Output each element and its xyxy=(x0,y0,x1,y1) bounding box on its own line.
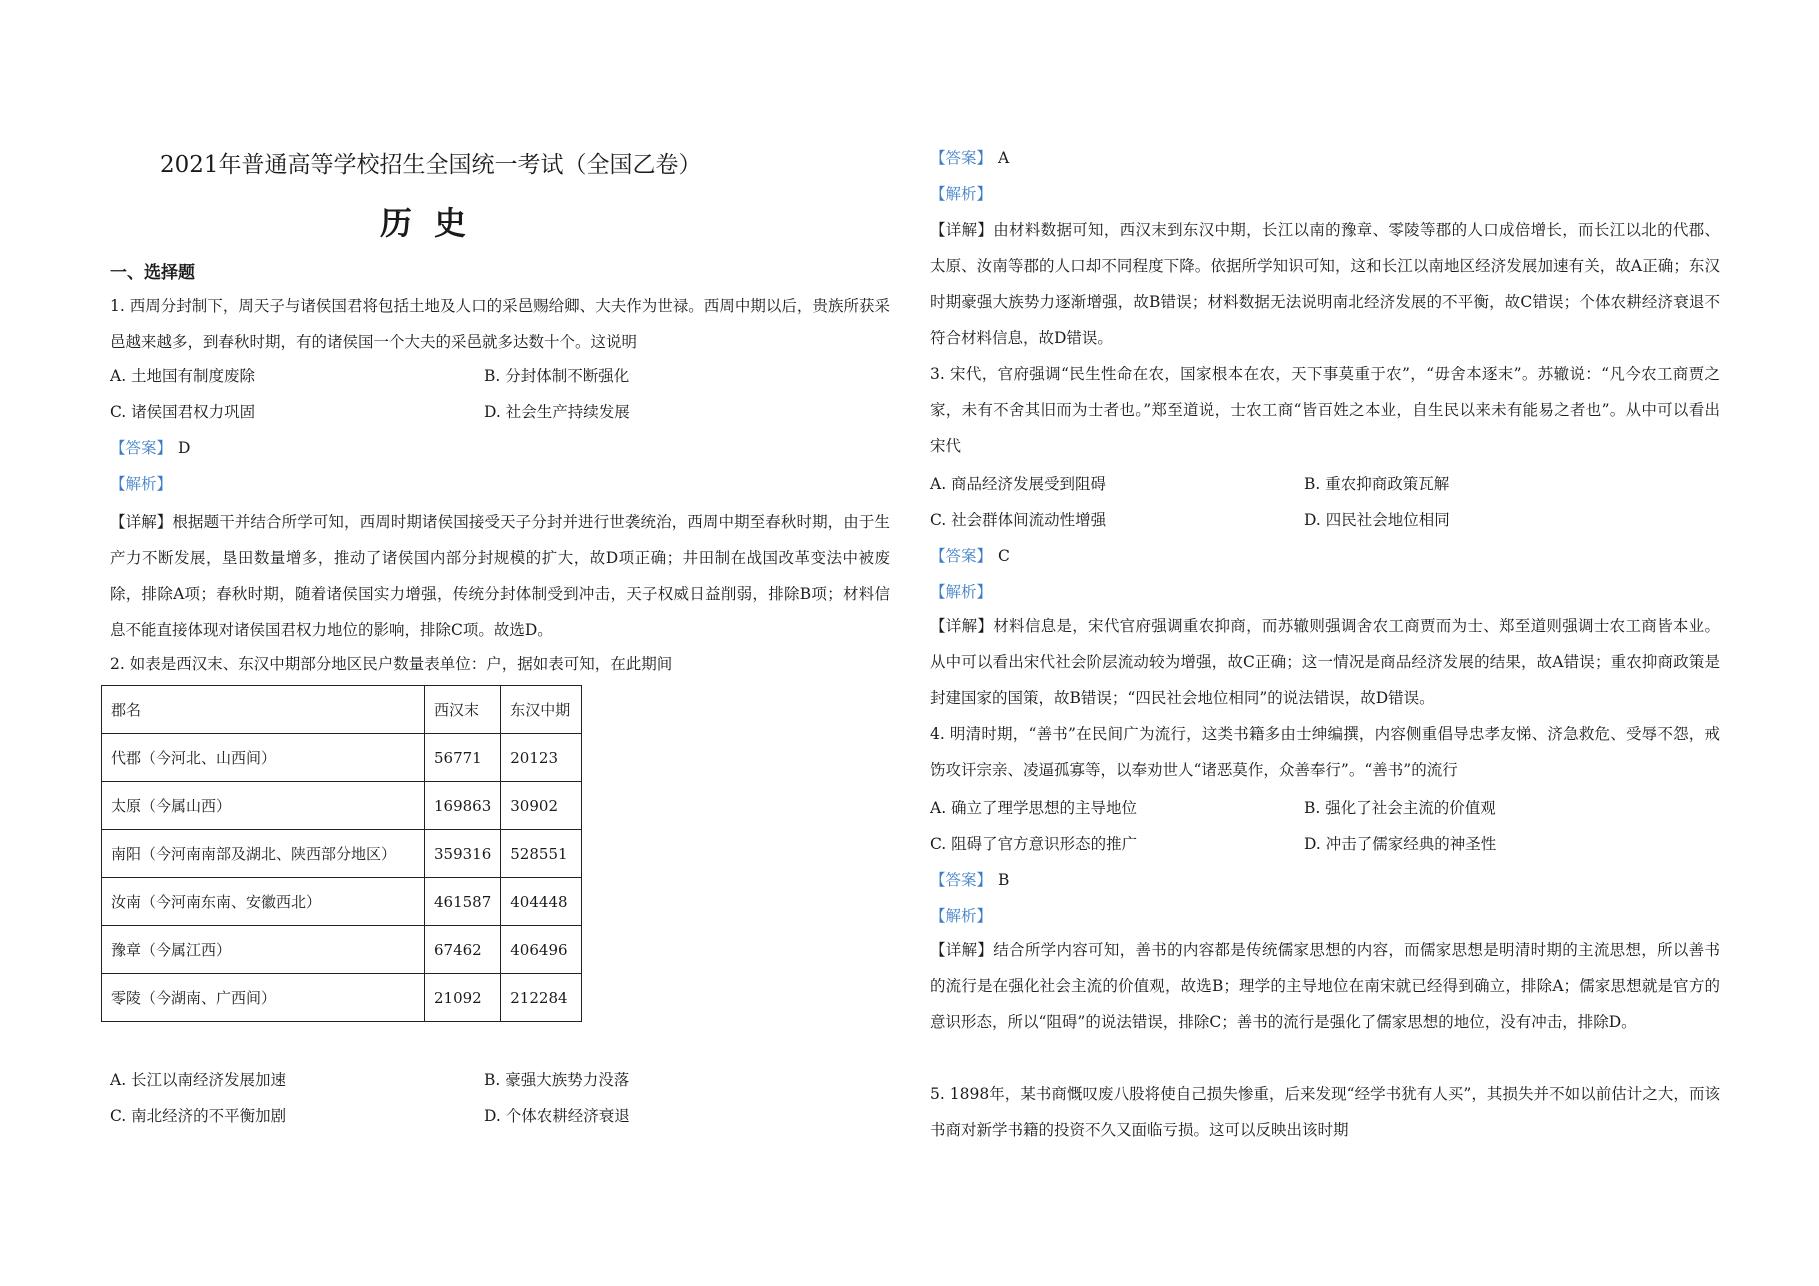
question-1-detail: 【详解】根据题干并结合所学可知，西周时期诸侯国接受天子分封并进行世袭统治，西周中期至春秋时期，由于生产力不断发展，垦田数量增多，推动了诸侯国内部分封规模的扩大，故D项正确；井田制在战国改革变法中被废除，排除A项；春秋时期，随着诸侯国实力增强，传统分封体制受到冲击，天子权威日益削弱，排除B项；材料信息不能直接体现对诸侯国君权力地位的影响，排除C项。故选D。 xyxy=(110,513,890,639)
question-3-options-row-2 xyxy=(930,508,1720,530)
exam-title: 2021年普通高等学校招生全国统一考试（全国乙卷） xyxy=(160,152,702,178)
question-2-detail: 【详解】由材料数据可知，西汉末到东汉中期，长江以南的豫章、零陵等郡的人口成倍增长，而长江以北的代郡、太原、汝南等郡的人口却不同程度下降。依据所学知识可知，这和长江以南地区经济发展加速有关，故A正确；东汉时期豪强大族势力逐渐增强，故B错误；材料数据无法说明南北经济发展的不平衡，故C错误；个体农耕经济衰退不符合材料信息，故D错误。 xyxy=(930,221,1720,347)
table-row xyxy=(102,878,582,926)
answer-label: 【答案】 xyxy=(930,871,993,889)
table-cell: 汝南（今河南东南、安徽西北） xyxy=(102,878,425,926)
question-1-option-c: C. 诸侯国君权力巩固 xyxy=(110,403,256,421)
answer-value: D xyxy=(178,439,191,457)
question-4-analysis-label: 【解析】 xyxy=(930,907,993,925)
table-cell: 30902 xyxy=(501,782,582,830)
answer-label: 【答案】 xyxy=(110,439,173,457)
table-cell: 56771 xyxy=(425,734,501,782)
table-row xyxy=(102,830,582,878)
table-header-cell: 东汉中期 xyxy=(501,686,582,734)
question-3-analysis-label: 【解析】 xyxy=(930,583,993,601)
table-cell: 20123 xyxy=(501,734,582,782)
table-cell: 豫章（今属江西） xyxy=(102,926,425,974)
table-row xyxy=(102,974,582,1022)
question-2-option-c: C. 南北经济的不平衡加剧 xyxy=(110,1107,287,1125)
answer-label: 【答案】 xyxy=(930,547,993,565)
question-3-detail: 【详解】材料信息是，宋代官府强调重农抑商，而苏辙则强调舍农工商贾而为士、郑至道则强调士农工商皆本业。从中可以看出宋代社会阶层流动较为增强，故C正确；这一情况是商品经济发展的结果，故A错误；重农抑商政策是封建国家的国策，故B错误；“四民社会地位相同”的说法错误，故D错误。 xyxy=(930,617,1720,707)
question-1-answer xyxy=(110,436,190,458)
question-3-option-b: B. 重农抑商政策瓦解 xyxy=(1304,475,1450,493)
question-4-detail: 【详解】结合所学内容可知，善书的内容都是传统儒家思想的内容，而儒家思想是明清时期的主流思想，所以善书的流行是在强化社会主流的价值观，故选B；理学的主导地位在南宋就已经得到确立，排除A；儒家思想就是官方的意识形态，所以“阻碍”的说法错误，排除C；善书的流行是强化了儒家思想的地位，没有冲击，排除D。 xyxy=(930,941,1720,1031)
question-2-analysis-label: 【解析】 xyxy=(930,185,993,203)
table-cell: 359316 xyxy=(425,830,501,878)
table-header-cell: 郡名 xyxy=(102,686,425,734)
table-cell: 169863 xyxy=(425,782,501,830)
question-2-answer xyxy=(930,146,1009,168)
question-4-stem: 4. 明清时期，“善书”在民间广为流行，这类书籍多由士绅编撰，内容侧重倡导忠孝友悌、济急救危、受辱不怨，戒饬攻讦宗亲、凌逼孤寡等，以奉劝世人“诸恶莫作，众善奉行”。“善书”的流行 xyxy=(930,725,1720,779)
question-3-options-row-1 xyxy=(930,472,1720,494)
question-1-options-row-2 xyxy=(110,400,890,422)
question-4-option-b: B. 强化了社会主流的价值观 xyxy=(1304,799,1496,817)
question-3-option-c: C. 社会群体间流动性增强 xyxy=(930,511,1107,529)
question-4-options-row-1 xyxy=(930,796,1720,818)
table-header-row xyxy=(102,686,582,734)
question-2-option-d: D. 个体农耕经济衰退 xyxy=(484,1107,630,1125)
table-row xyxy=(102,926,582,974)
question-1-option-d: D. 社会生产持续发展 xyxy=(484,403,630,421)
table-cell: 太原（今属山西） xyxy=(102,782,425,830)
table-cell: 404448 xyxy=(501,878,582,926)
question-2-option-a: A. 长江以南经济发展加速 xyxy=(110,1071,287,1089)
question-2-stem: 2. 如表是西汉末、东汉中期部分地区民户数量表单位：户，据如表可知，在此期间 xyxy=(110,655,673,673)
table-cell: 零陵（今湖南、广西间） xyxy=(102,974,425,1022)
answer-value: C xyxy=(998,547,1010,565)
question-1-option-b: B. 分封体制不断强化 xyxy=(484,367,630,385)
question-2-options-row-1 xyxy=(110,1068,890,1090)
question-3-stem: 3. 宋代，官府强调“民生性命在农，国家根本在农，天下事莫重于农”，“毋舍本逐末”。苏辙说：“凡今农工商贾之家，未有不舍其旧而为士者也。”郑至道说，士农工商“皆百姓之本业，自生民以来未有能易之者也”。从中可以看出宋代 xyxy=(930,365,1720,455)
question-3-answer xyxy=(930,544,1010,566)
table-cell: 461587 xyxy=(425,878,501,926)
table-cell: 67462 xyxy=(425,926,501,974)
table-cell: 212284 xyxy=(501,974,582,1022)
answer-value: B xyxy=(998,871,1010,889)
question-1-option-a: A. 土地国有制度废除 xyxy=(110,367,256,385)
table-header-cell: 西汉末 xyxy=(425,686,501,734)
question-3-option-d: D. 四民社会地位相同 xyxy=(1304,511,1450,529)
table-row xyxy=(102,782,582,830)
table-cell: 406496 xyxy=(501,926,582,974)
table-cell: 528551 xyxy=(501,830,582,878)
table-cell: 南阳（今河南南部及湖北、陕西部分地区） xyxy=(102,830,425,878)
table-row xyxy=(102,734,582,782)
question-4-option-c: C. 阻碍了官方意识形态的推广 xyxy=(930,835,1138,853)
table-cell: 代郡（今河北、山西间） xyxy=(102,734,425,782)
question-3-option-a: A. 商品经济发展受到阻碍 xyxy=(930,475,1107,493)
question-4-option-a: A. 确立了理学思想的主导地位 xyxy=(930,799,1138,817)
question-5-stem: 5. 1898年，某书商慨叹废八股将使自己损失惨重，后来发现“经学书犹有人买”，其损失并不如以前估计之大，而该书商对新学书籍的投资不久又面临亏损。这可以反映出该时期 xyxy=(930,1085,1720,1139)
question-2-options-row-2 xyxy=(110,1104,890,1126)
answer-value: A xyxy=(998,149,1010,167)
question-2-option-b: B. 豪强大族势力没落 xyxy=(484,1071,630,1089)
answer-label: 【答案】 xyxy=(930,149,993,167)
question-1-options-row-1 xyxy=(110,364,890,386)
question-4-answer xyxy=(930,868,1009,890)
section-heading: 一、选择题 xyxy=(110,263,195,283)
population-table xyxy=(101,685,582,1022)
question-4-option-d: D. 冲击了儒家经典的神圣性 xyxy=(1304,835,1497,853)
question-1-stem: 1. 西周分封制下，周天子与诸侯国君将包括土地及人口的采邑赐给卿、大夫作为世禄。西周中期以后，贵族所获采邑越来越多，到春秋时期，有的诸侯国一个大夫的采邑就多达数十个。这说明 xyxy=(110,297,890,351)
question-4-options-row-2 xyxy=(930,832,1720,854)
table-cell: 21092 xyxy=(425,974,501,1022)
question-1-analysis-label: 【解析】 xyxy=(110,475,173,493)
subject-title: 历史 xyxy=(380,204,489,242)
